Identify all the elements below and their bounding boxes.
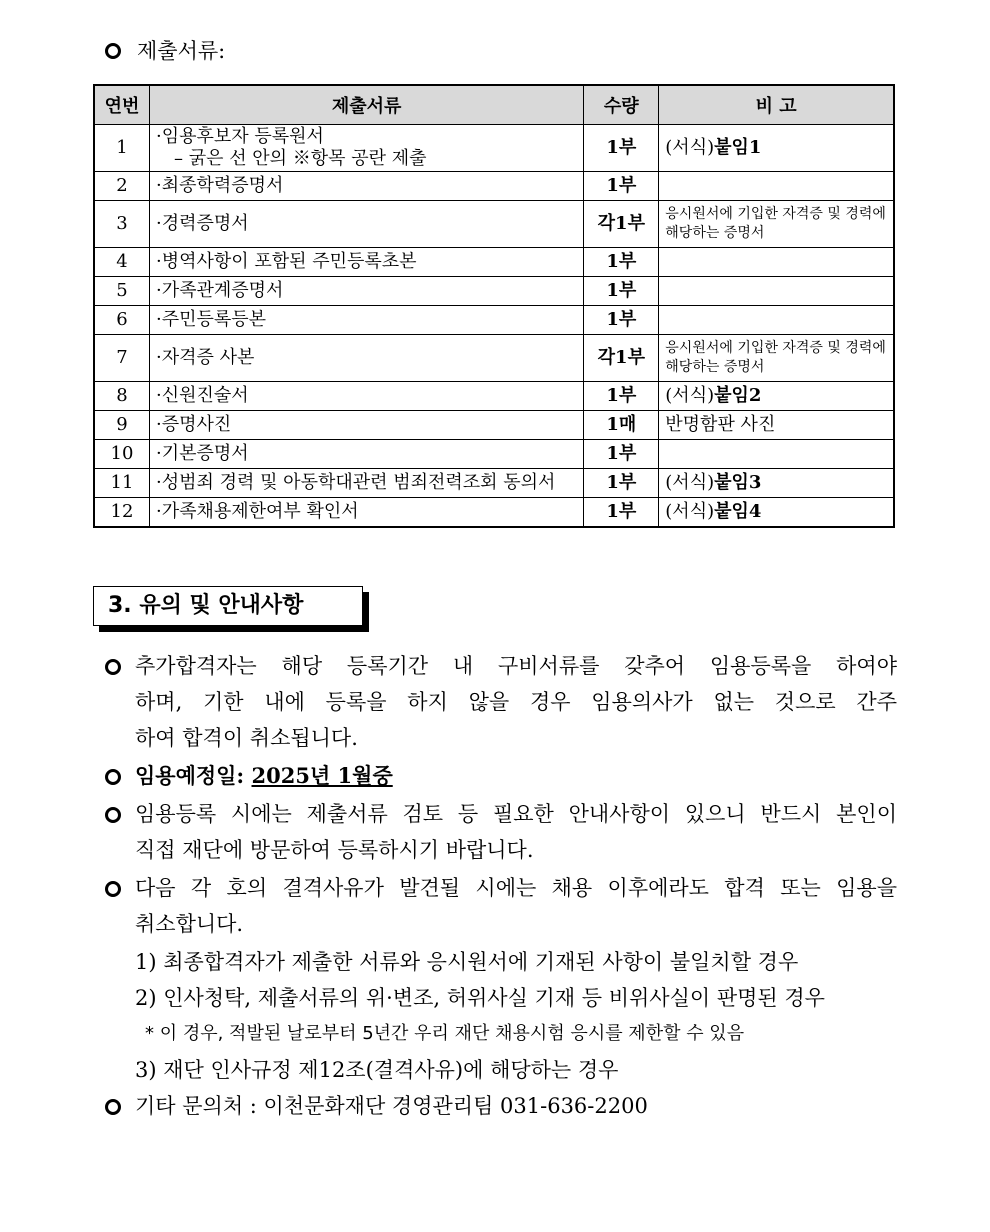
document-name: ·경력증명서 [155, 213, 249, 234]
document-quantity: 각1부 [584, 335, 659, 382]
row-number: 6 [94, 306, 149, 335]
notice-3 [105, 796, 897, 868]
document-quantity: 1부 [584, 125, 659, 172]
document-name: ·자격증 사본 [155, 347, 255, 368]
document-note-cell [659, 306, 894, 335]
document-note-prefix: (서식) [665, 472, 715, 493]
header-qty: 수량 [584, 85, 659, 125]
document-note-attachment: 붙임1 [714, 137, 762, 158]
table-header-row [94, 85, 894, 125]
row-number: 1 [94, 125, 149, 172]
document-name-cell [149, 440, 583, 469]
document-name: ·기본증명서 [155, 443, 249, 464]
ring-bullet-icon [105, 807, 121, 823]
document-note-cell [659, 335, 894, 382]
header-name: 제출서류 [149, 85, 583, 125]
document-quantity: 1부 [584, 248, 659, 277]
document-name-cell [149, 469, 583, 498]
row-number: 10 [94, 440, 149, 469]
submission-heading-text: 제출서류: [137, 39, 226, 63]
document-note-cell [659, 277, 894, 306]
notice-4-line-1: 다음 각 호의 결격사유가 발견될 시에는 채용 이후에라도 합격 또는 임용을 [135, 876, 897, 900]
document-name: ·성범죄 경력 및 아동학대관련 범죄전력조회 동의서 [155, 472, 556, 493]
submission-heading [105, 36, 225, 66]
document-note-cell [659, 382, 894, 411]
document-name: ·병역사항이 포함된 주민등록초본 [155, 251, 417, 272]
document-name-cell [149, 306, 583, 335]
ring-bullet-icon [105, 881, 121, 897]
row-number: 8 [94, 382, 149, 411]
header-note: 비 고 [659, 85, 894, 125]
row-number: 11 [94, 469, 149, 498]
notice-1-line-2: 하며, 기한 내에 등록을 하지 않을 경우 임용의사가 없는 것으로 간주 [135, 690, 897, 714]
document-note-attachment: 붙임3 [714, 472, 762, 493]
table-row [94, 382, 894, 411]
document-name: ·주민등록등본 [155, 309, 267, 330]
document-name-cell [149, 382, 583, 411]
document-name-sub: – 굵은 선 안의 ※항목 공란 제출 [173, 148, 427, 169]
document-name: ·임용후보자 등록원서 [155, 126, 324, 147]
row-number: 4 [94, 248, 149, 277]
document-note-cell [659, 172, 894, 201]
document-note-small: 응시원서에 기입한 자격증 및 경력에 해당하는 증명서 [665, 340, 886, 375]
document-note-cell [659, 498, 894, 528]
table-row [94, 498, 894, 528]
table-row [94, 335, 894, 382]
row-number: 2 [94, 172, 149, 201]
disqualification-star-note: * 이 경우, 적발된 날로부터 5년간 우리 재단 채용시험 응시를 제한할 수 있음 [145, 1023, 745, 1044]
section-3-title: 3. 유의 및 안내사항 [93, 586, 363, 626]
table-row [94, 440, 894, 469]
notice-1-line-3: 하여 합격이 취소됩니다. [135, 726, 358, 750]
document-quantity: 1부 [584, 172, 659, 201]
ring-bullet-icon [105, 43, 121, 59]
document-quantity: 1부 [584, 469, 659, 498]
document-note-attachment: 붙임2 [714, 385, 762, 406]
ring-bullet-icon [105, 1099, 121, 1115]
notice-3-line-1: 임용등록 시에는 제출서류 검토 등 필요한 안내사항이 있으니 반드시 본인이 [135, 802, 897, 826]
document-name-cell [149, 411, 583, 440]
document-name: ·가족관계증명서 [155, 280, 284, 301]
documents-table [93, 84, 895, 528]
document-name: ·가족채용제한여부 확인서 [155, 501, 359, 522]
document-name-cell [149, 335, 583, 382]
notice-2 [105, 758, 897, 794]
ring-bullet-icon [105, 659, 121, 675]
document-note-cell [659, 125, 894, 172]
row-number: 12 [94, 498, 149, 528]
row-number: 3 [94, 201, 149, 248]
document-name: ·최종학력증명서 [155, 175, 284, 196]
document-name: ·증명사진 [155, 414, 232, 435]
notice-1-line-1: 추가합격자는 해당 등록기간 내 구비서류를 갖추어 임용등록을 하여야 [135, 654, 897, 678]
notice-5 [105, 1088, 897, 1124]
document-note-prefix: (서식) [665, 501, 715, 522]
document-note-cell [659, 411, 894, 440]
table-row [94, 125, 894, 172]
header-no: 연번 [94, 85, 149, 125]
document-quantity: 1부 [584, 277, 659, 306]
disqualification-item-3: 3) 재단 인사규정 제12조(결격사유)에 해당하는 경우 [135, 1058, 619, 1082]
appointment-date-label: 임용예정일: [135, 763, 245, 788]
table-row [94, 248, 894, 277]
table-row [94, 172, 894, 201]
document-quantity: 1매 [584, 411, 659, 440]
document-name-cell [149, 277, 583, 306]
document-name-cell [149, 172, 583, 201]
row-number: 9 [94, 411, 149, 440]
contact-info: 기타 문의처 : 이천문화재단 경영관리팀 031-636-2200 [135, 1094, 648, 1118]
document-name: ·신원진술서 [155, 385, 249, 406]
notice-1 [105, 648, 897, 756]
document-note-prefix: (서식) [665, 137, 715, 158]
table-row [94, 306, 894, 335]
notice-4 [105, 870, 897, 942]
document-note-cell [659, 440, 894, 469]
document-name-cell [149, 498, 583, 528]
row-number: 7 [94, 335, 149, 382]
table-row [94, 411, 894, 440]
document-note-cell [659, 248, 894, 277]
ring-bullet-icon [105, 769, 121, 785]
notice-4-line-2: 취소합니다. [135, 912, 244, 936]
document-note-cell [659, 469, 894, 498]
document-quantity: 1부 [584, 440, 659, 469]
document-name-cell [149, 125, 583, 172]
document-quantity: 1부 [584, 306, 659, 335]
document-name-cell [149, 248, 583, 277]
document-note-small: 응시원서에 기입한 자격증 및 경력에 해당하는 증명서 [665, 206, 886, 241]
document-note-attachment: 붙임4 [714, 501, 762, 522]
document-note-prefix: (서식) [665, 385, 715, 406]
document-note-cell [659, 201, 894, 248]
row-number: 5 [94, 277, 149, 306]
notice-3-line-2: 직접 재단에 방문하여 등록하시기 바랍니다. [135, 838, 534, 862]
table-row [94, 201, 894, 248]
appointment-date-value: 2025년 1월중 [251, 763, 393, 788]
document-quantity: 각1부 [584, 201, 659, 248]
table-row [94, 469, 894, 498]
notices [105, 648, 897, 1126]
document-name-cell [149, 201, 583, 248]
disqualification-item-2: 2) 인사청탁, 제출서류의 위·변조, 허위사실 기재 등 비위사실이 판명된 경우 [135, 986, 825, 1010]
document-note-prefix: 반명함판 사진 [665, 414, 776, 435]
table-row [94, 277, 894, 306]
document-quantity: 1부 [584, 498, 659, 528]
document-quantity: 1부 [584, 382, 659, 411]
disqualification-item-1: 1) 최종합격자가 제출한 서류와 응시원서에 기재된 사항이 불일치할 경우 [135, 950, 799, 974]
